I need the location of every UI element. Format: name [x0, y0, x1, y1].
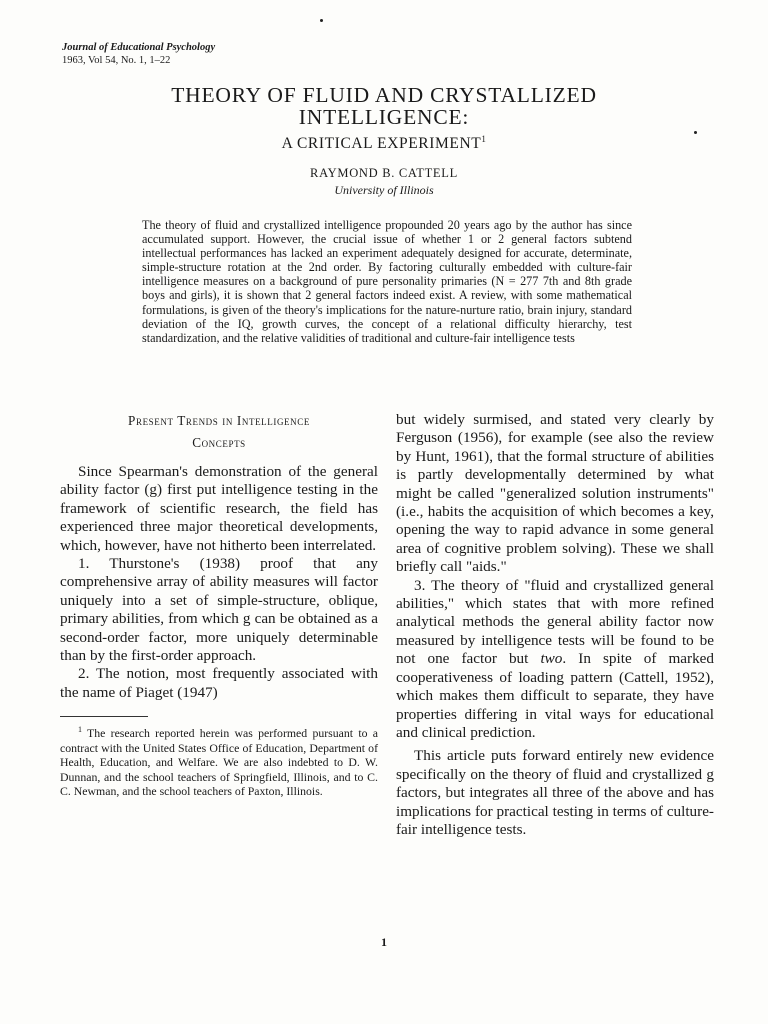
paragraph-part: . In spite of marked cooperativeness of loading pattern (Cattell, 1952), which makes them difficult to separate, they have properties differing in vital ways for educational and clinical prediction. — [396, 650, 715, 741]
journal-volume: 1963, Vol 54, No. 1, 1–22 — [62, 55, 171, 66]
paragraph: 2. The notion, most frequently associated with the name of Piaget (1947) — [60, 665, 378, 701]
paragraph — [396, 577, 714, 743]
paragraph-part: 3. The theory of "fluid and crystallized general abilities," which states that with more refined analytical methods the general ability factor now measured by intelligence tests will be found to be not one factor but — [396, 576, 714, 668]
footnote-marker: 1 — [78, 725, 82, 735]
title-footnote-marker: 1 — [481, 133, 487, 144]
journal-name: Journal of Educational Psychology — [62, 42, 216, 53]
subtitle-text: A CRITICAL EXPERIMENT — [281, 135, 482, 152]
article-subtitle — [0, 135, 768, 153]
section-heading-line2: Concepts — [192, 435, 246, 450]
paragraph: Since Spearman's demonstration of the general ability factor (g) first put intelligence testing in the framework of scientific research, the field has experienced three major theoretical developments, which, however, have not hitherto been interrelated. — [60, 463, 378, 554]
footnote — [60, 726, 378, 798]
section-heading — [60, 410, 378, 454]
abstract-text: The theory of fluid and crystallized intelligence propounded 20 years ago by the author has since accumulated support. However, the crucial issue of whether 1 or 2 general factors subtend intellectual performances has lacked an experiment adequately designed for accurate, determinate, simple-structure rotation at the 2nd order. By factoring culturally embedded with culture-fair intelligence measures on a background of pure personality primaries (N = 277 7th and 8th grade boys and girls), it is shown that 2 general factors indeed exist. A review, with some mathematical formulations, is given of the theory's implications for the nature-nurture ratio, brain injury, standard deviation of the IQ, growth curves, the concept of a relational difficulty hierarchy, test standardization, and the relative validities of traditional and culture-fair intelligence tests — [142, 218, 632, 345]
paragraph: but widely surmised, and stated very clearly by Ferguson (1956), for example (see also the review by Hunt, 1961), that the formal structure of abilities is partly developmentally determined by what might be called "generalized solution instruments" (i.e., habits the acquisition of which becomes a key, opening the way to rapid advance in some general area of cognitive problem solving). These we shall briefly call "aids." — [396, 411, 714, 576]
author-affiliation: University of Illinois — [334, 183, 434, 197]
left-column — [60, 410, 378, 798]
paragraph: 1. Thurstone's (1938) proof that any comprehensive array of ability measures will factor uniquely into a set of simple-structure, oblique, primary abilities, from which g can be obtained as a second-order factor, more uniquely determinable than by the first-order approach. — [60, 555, 378, 665]
page-number: 1 — [381, 935, 387, 949]
paragraph: This article puts forward entirely new evidence specifically on the theory of fluid and crystallized g factors, but integrates all three of the above and has implications for practical testing in terms of culture-fair intelligence tests. — [396, 747, 714, 838]
right-column — [396, 411, 714, 839]
abstract — [142, 218, 632, 345]
journal-citation — [62, 41, 215, 67]
emphasis: two — [540, 650, 563, 668]
section-heading-line1: Present Trends in Intelligence — [128, 413, 310, 428]
article-title-line2: INTELLIGENCE: — [298, 105, 470, 129]
scan-speck — [320, 19, 323, 22]
footnote-divider — [60, 716, 148, 717]
article-title-line1: THEORY OF FLUID AND CRYSTALLIZED — [171, 83, 597, 107]
author-name: RAYMOND B. CATTELL — [310, 166, 458, 180]
scan-speck — [694, 131, 697, 134]
footnote-text: The research reported herein was performed pursuant to a contract with the United States Office of Education, Department of Health, Education, and Welfare. We are also indebted to D. W. Dunnan, and the school teachers of Springfield, Illinois, and to C. C. Newman, and the school teachers of Paxton, Illinois. — [60, 726, 378, 798]
